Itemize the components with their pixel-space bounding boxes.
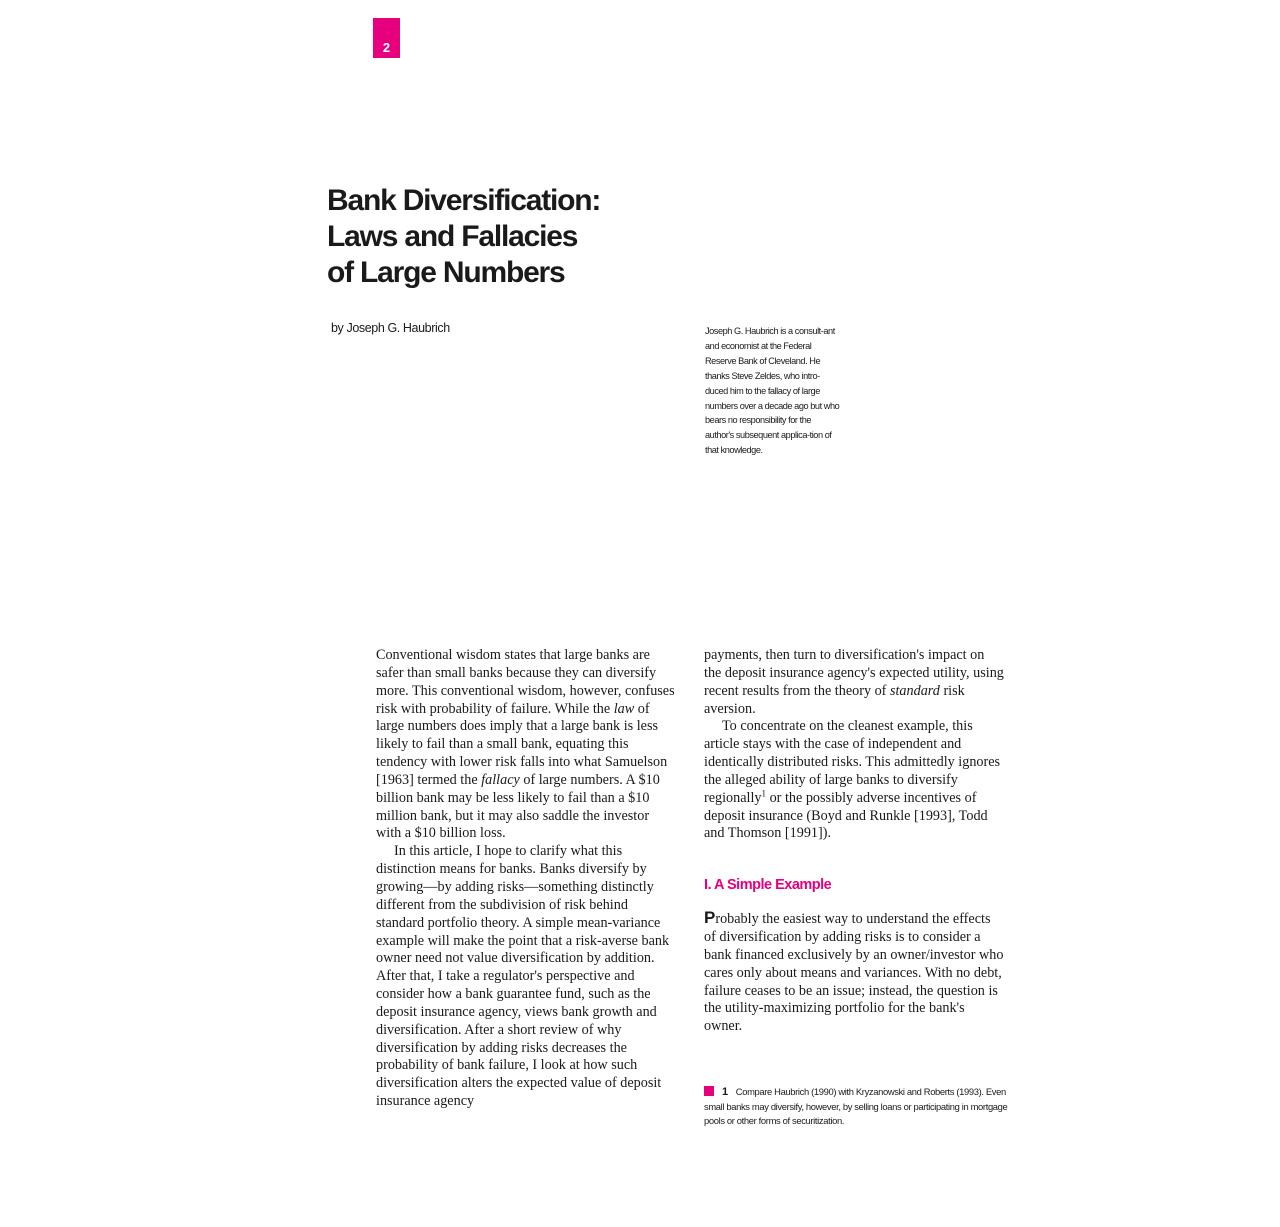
- section-heading: I. A Simple Example: [704, 877, 832, 894]
- body-column-right: [704, 647, 1004, 1036]
- article-title: [327, 183, 600, 291]
- drop-cap: P: [704, 908, 716, 928]
- emphasis-standard: standard: [889, 682, 940, 699]
- emphasis-law: law: [613, 700, 635, 717]
- paragraph-simple-example: Probably the easiest way to understand the effects of diversification by adding risks is to consider a bank financed exclusively by an owner/investor who cares only about means and variances. With no debt, failure ceases to be an issue; instead, the question is the utility-maximizing portfolio for the bank's owner.: [704, 908, 1004, 1035]
- footnote-marker-icon: [704, 1086, 714, 1096]
- title-line-2: Laws and Fallacies: [327, 220, 578, 253]
- paragraph-continuation: payments, then turn to diversification's impact on the deposit insurance agency's expected utility, using recent results from the theory of standard risk aversion.: [704, 647, 1004, 717]
- footnote: [704, 1085, 1009, 1129]
- footnote-ref: 1: [761, 788, 767, 799]
- page-number: 2: [382, 40, 391, 55]
- paragraph-intro: Conventional wisdom states that large banks are safer than small banks because they can diversify more. This conventional wisdom, however, confuses risk with probability of failure. While the law of large numbers does imply that a large bank is less likely to fail than a small bank, equating this tendency with lower risk falls into what Samuelson [1963] termed the fallacy of large numbers. A $10 billion bank may be less likely to fail than a $10 million bank, but it may also saddle the investor with a $10 billion loss.: [376, 647, 675, 842]
- paragraph-scope: To concentrate on the cleanest example, this article stays with the case of independent and identically distributed risks. This admittedly ignores the alleged ability of large banks to diversify regionally$^1$ or the possibly adverse incentives of deposit insurance (Boyd and Runkle [1993], Todd and Thomson [1991]).: [704, 718, 1001, 842]
- author-byline: by Joseph G. Haubrich: [331, 321, 450, 335]
- page-number-badge: [373, 18, 400, 58]
- author-note: Joseph G. Haubrich is a consult-ant and economist at the Federal Reserve Bank of Cleveland. He thanks Steve Zeldes, who intro-duced him to the fallacy of large numbers over a decade ago but who bears no responsibility for the author's subsequent applica-tion of that knowledge.: [705, 326, 840, 456]
- body-column-left: [376, 647, 676, 1111]
- footnote-number: 1: [722, 1086, 728, 1098]
- title-line-3: of Large Numbers: [327, 256, 565, 289]
- footnote-text: Compare Haubrich (1990) with Kryzanowski and Roberts (1993). Even small banks may diversify, however, by selling loans or participating in mortgage pools or other forms of securitization.: [704, 1086, 1008, 1127]
- title-line-1: Bank Diversification:: [327, 184, 601, 217]
- paragraph-article-plan: In this article, I hope to clarify what this distinction means for banks. Banks diversify by growing—by adding risks—something distinctly different from the subdivision of risk behind standard portfolio theory. A simple mean-variance example will make the point that a risk-averse bank owner need not value diversification by addition. After that, I take a regulator's perspective and consider how a bank guarantee fund, such as the deposit insurance agency, views bank growth and diversification. After a short review of why diversification by adding risks decreases the probability of bank failure, I look at how such diversification alters the expected value of deposit insurance agency: [376, 843, 670, 1110]
- emphasis-fallacy: fallacy: [481, 771, 520, 788]
